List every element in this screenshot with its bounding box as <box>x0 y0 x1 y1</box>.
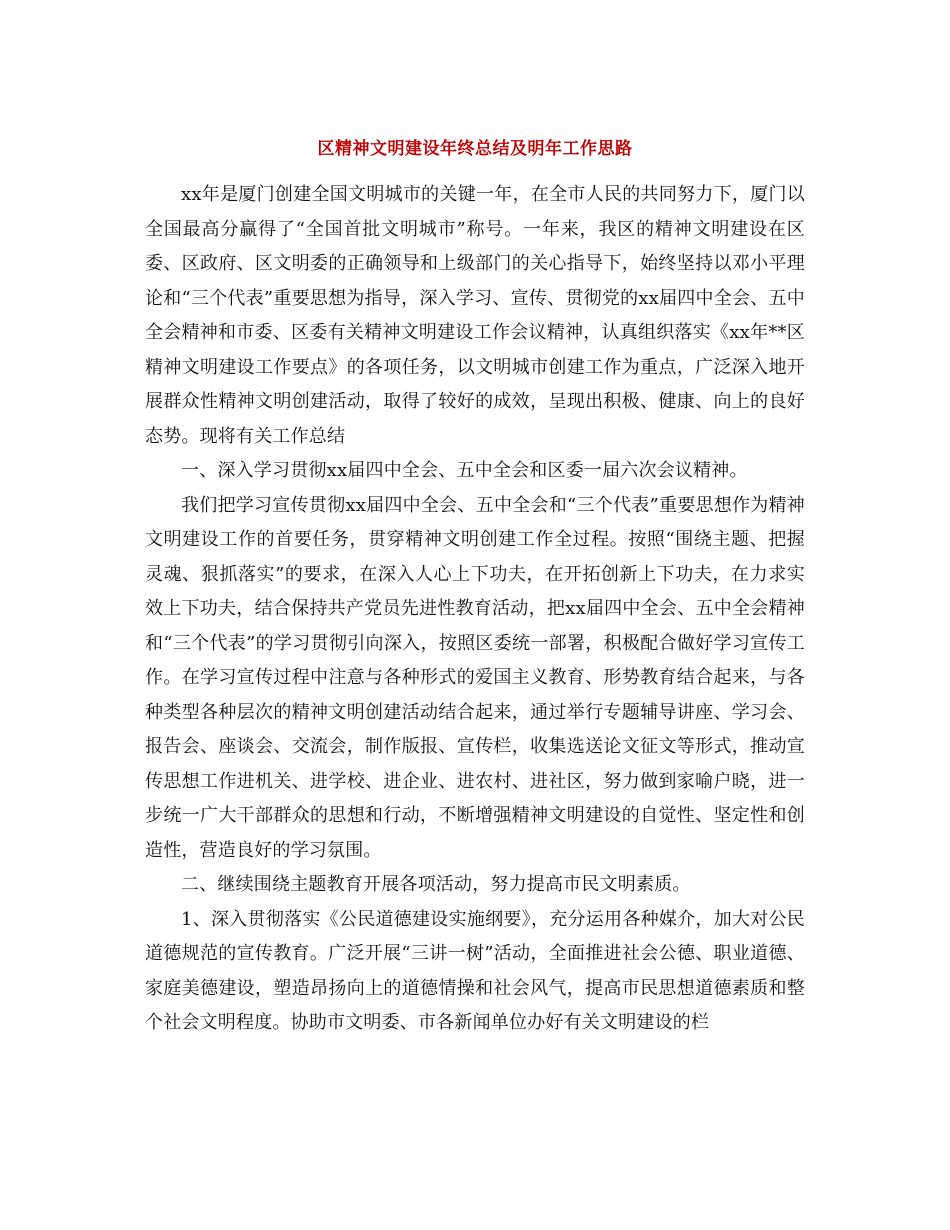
paragraph-intro: xx年是厦门创建全国文明城市的关键一年，在全市人民的共同努力下，厦门以全国最高分赢得了“全国首批文明城市”称号。一年来，我区的精神文明建设在区委、区政府、区文明委的正确领导和上级部门的关心指导下，始终坚持以邓小平理论和“三个代表”重要思想为指导，深入学习、宣传、贯彻党的xx届四中全会、五中全会精神和市委、区委有关精神文明建设工作会议精神，认真组织落实《xx年**区精神文明建设工作要点》的各项任务，以文明城市创建工作为重点，广泛深入地开展群众性精神文明创建活动，取得了较好的成效，呈现出积极、健康、向上的良好态势。现将有关工作总结 <box>145 184 805 447</box>
document-body <box>145 178 805 1041</box>
document-title: 区精神文明建设年终总结及明年工作思路 <box>317 139 633 159</box>
section-heading-2: 二、继续围绕主题教育开展各项活动，努力提高市民文明素质。 <box>181 874 691 895</box>
section-heading-1: 一、深入学习贯彻xx届四中全会、五中全会和区委一届六次会议精神。 <box>181 460 748 481</box>
paragraph-section-1: 我们把学习宣传贯彻xx届四中全会、五中全会和“三个代表”重要思想作为精神文明建设工作的首要任务，贯穿精神文明创建工作全过程。按照“围绕主题、把握灵魂、狠抓落实”的要求，在深入人心上下功夫，在开拓创新上下功夫，在力求实效上下功夫，结合保持共产党员先进性教育活动，把xx届四中全会、五中全会精神和“三个代表”的学习贯彻引向深入，按照区委统一部署，积极配合做好学习宣传工作。在学习宣传过程中注意与各种形式的爱国主义教育、形势教育结合起来，与各种类型各种层次的精神文明创建活动结合起来，通过举行专题辅导讲座、学习会、报告会、座谈会、交流会，制作版报、宣传栏，收集选送论文征文等形式，推动宣传思想工作进机关、进学校、进企业、进农村、进社区，努力做到家喻户晓，进一步统一广大干部群众的思想和行动，不断增强精神文明建设的自觉性、坚定性和创造性，营造良好的学习氛围。 <box>145 494 805 861</box>
paragraph-section-2-item-1: 1、深入贯彻落实《公民道德建设实施纲要》，充分运用各种媒介，加大对公民道德规范的宣传教育。广泛开展“三讲一树”活动，全面推进社会公德、职业道德、家庭美德建设，塑造昂扬向上的道德情操和社会风气，提高市民思想道德素质和整个社会文明程度。协助市文明委、市各新闻单位办好有关文明建设的栏 <box>145 908 805 1033</box>
